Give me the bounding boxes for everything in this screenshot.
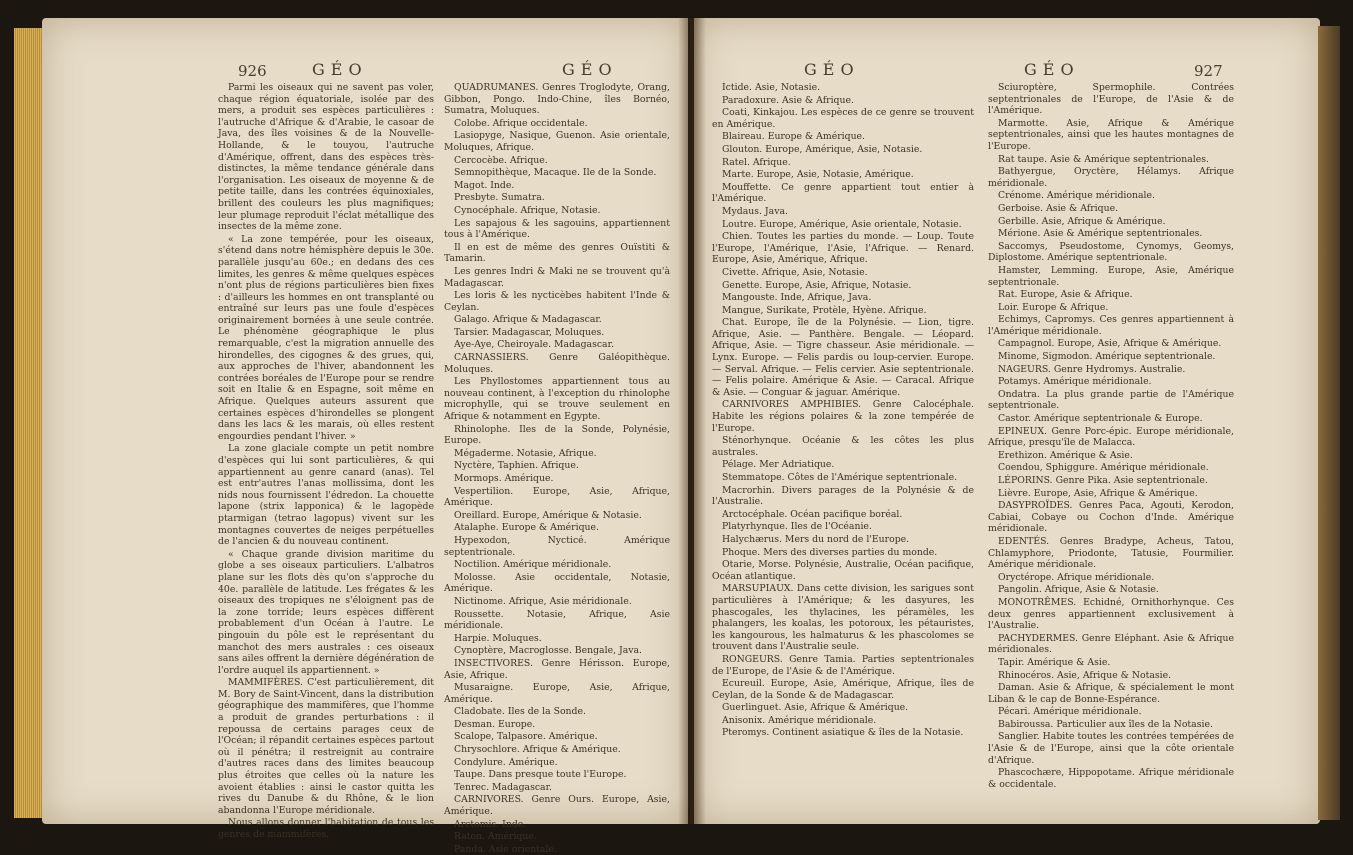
text-paragraph: Arctocéphale. Océan pacifique boréal.	[722, 508, 903, 520]
text-paragraph: Magot. Inde.	[454, 179, 515, 191]
text-paragraph: CARNIVORES AMPHIBIES. Genre Calocéphale. Habite les régions polaires & la zone tempérée de l'Europe.	[712, 399, 974, 434]
text-paragraph: Tapir. Amérique & Asie.	[998, 656, 1111, 668]
text-paragraph: Tarsier. Madagascar, Moluques.	[454, 326, 605, 338]
running-head-right-1: GÉO	[804, 60, 860, 79]
text-paragraph: Sanglier. Habite toutes les contrées tempérées de l'Asie & de l'Europe, ainsi que la côte orientale d'Afrique.	[988, 731, 1234, 766]
page-edges-right	[1318, 26, 1340, 820]
page-number-right: 927	[1194, 62, 1223, 80]
text-paragraph: Les genres Indri & Maki ne se trouvent qu'à Madagascar.	[444, 265, 670, 289]
book-spread	[14, 18, 1342, 855]
text-paragraph: Coendou, Sphiggure. Amérique méridionale.	[998, 462, 1209, 474]
text-paragraph: Chat. Europe, île de la Polynésie. — Lion, tigre. Afrique, Asie. — Panthère. Bengale. — Léopard. Afrique, Asie. — Tigre chasseur. Asie méridionale. — Lynx. Europe. — Felis pardis ou loup-cervier. Europe. — Serval. Afrique. — Felis cervier. Asie septentrionale. — Felis polaire. Amérique & Asie. — Caracal. Afrique & Asie. — Conguar & jaguar. Amérique.	[712, 317, 974, 398]
text-paragraph: Saccomys, Pseudostome, Cynomys, Geomys, Diplostome. Amérique septentrionale.	[988, 240, 1234, 264]
text-paragraph: Ictide. Asie, Notasie.	[722, 82, 821, 93]
text-paragraph: Oryctérope. Afrique méridionale.	[998, 571, 1155, 583]
right-page	[694, 18, 1320, 824]
text-paragraph: Mangouste. Inde, Afrique, Java.	[722, 292, 872, 304]
text-paragraph: Mangue, Surikate, Protèle, Hyène. Afrique.	[722, 304, 927, 316]
text-paragraph: Cladobate. Iles de la Sonde.	[454, 706, 586, 718]
text-paragraph: DASYPROÏDES. Genres Paca, Agouti, Kerodon, Cabiai, Cobaye ou Cochon d'Inde. Amérique méridionale.	[988, 500, 1234, 535]
text-paragraph: Ratel. Afrique.	[722, 156, 791, 168]
text-paragraph: Nous allons donner l'habitation de tous les genres de mammifères.	[218, 817, 434, 840]
text-paragraph: Harpie. Moluques.	[454, 632, 542, 644]
text-paragraph: Rhinolophe. Iles de la Sonde, Polynésie, Europe.	[444, 423, 670, 447]
text-paragraph: Pécari. Amérique méridionale.	[998, 706, 1142, 718]
running-head-right-2: GÉO	[1024, 60, 1080, 79]
text-paragraph: Coati, Kinkajou. Les espèces de ce genre se trouvent en Amérique.	[712, 107, 974, 130]
left-column-1	[218, 82, 434, 840]
text-paragraph: EPINEUX. Genre Porc-épic. Europe méridionale, Afrique, presqu'île de Malacca.	[988, 425, 1234, 449]
text-paragraph: Phoque. Mers des diverses parties du monde.	[722, 546, 938, 558]
text-paragraph: Mégaderme. Notasie, Afrique.	[454, 447, 597, 459]
text-paragraph: Chrysochlore. Afrique & Amérique.	[454, 744, 621, 756]
text-paragraph: Rat taupe. Asie & Amérique septentrionales.	[998, 153, 1210, 165]
text-paragraph: Loutre. Europe, Amérique, Asie orientale, Notasie.	[722, 218, 962, 230]
text-paragraph: Cercocèbe. Afrique.	[454, 154, 548, 166]
text-paragraph: Gerboise. Asie & Afrique.	[998, 202, 1119, 214]
text-paragraph: MAMMIFÈRES. C'est particulièrement, dit M. Bory de Saint-Vincent, dans la distribution géographique des mammifères, que l'homme a produit de grandes perturbations : il repoussa de certains parages ceux de l'Océan; il répandit certaines espèces partout où il pénétra; il restreignit au contraire d'autres races dans des limites beaucoup plus étroites que celles où la nature les avoient établies : ainsi le castor quitta les rives du Danube & du Rhône, & le lion abandonna l'Europe méridionale.	[218, 677, 434, 816]
right-column-1	[712, 82, 974, 817]
text-paragraph: Oreillard. Europe, Amérique & Notasie.	[454, 509, 642, 521]
text-paragraph: Rat. Europe, Asie & Afrique.	[998, 289, 1133, 301]
text-paragraph: Il en est de même des genres Ouïstiti & Tamarin.	[444, 241, 670, 265]
text-paragraph: Ecureuil. Europe, Asie, Amérique, Afrique, îles de Ceylan, de la Sonde & de Madagascar.	[712, 678, 974, 701]
text-paragraph: Gerbille. Asie, Afrique & Amérique.	[998, 215, 1166, 227]
text-paragraph: Cynocéphale. Afrique, Notasie.	[454, 204, 601, 216]
text-paragraph: Daman. Asie & Afrique, & spécialement le mont Liban & le cap de Bonne-Espérance.	[988, 682, 1234, 705]
text-paragraph: Les loris & les nycticèbes habitent l'Inde & Ceylan.	[444, 290, 670, 313]
text-paragraph: Atalaphe. Europe & Amérique.	[454, 522, 599, 534]
text-paragraph: Otarie, Morse. Polynésie, Australie, Océan pacifique, Océan atlantique.	[712, 559, 974, 582]
text-paragraph: NAGEURS. Genre Hydromys. Australie.	[998, 363, 1186, 375]
text-paragraph: Echimys, Capromys. Ces genres appartiennent à l'Amérique méridionale.	[988, 314, 1234, 337]
text-paragraph: Minome, Sigmodon. Amérique septentrionale.	[998, 351, 1216, 363]
text-paragraph: Anisonix. Amérique méridionale.	[722, 714, 877, 726]
text-paragraph: « Chaque grande division maritime du globe a ses oiseaux particuliers. L'albatros plane sur les flots dès qu'on s'approche du 40e. parallèle de latitude. Les frégates & les oiseaux des tropiques ne s'éloignent pas de la zone torride; leurs espèces diffèrent probablement d'un Océan à l'autre. Le pingouin du pôle est le représentant du manchot des mers australes : ces oiseaux sans ailes offrent la dernière dégénération de l'ordre auquel ils appartiennent. »	[218, 548, 434, 676]
text-paragraph: CARNASSIERS. Genre Galéopithèque. Moluques.	[444, 352, 670, 375]
text-paragraph: Panda. Asie orientale.	[454, 843, 557, 855]
text-paragraph: Genette. Europe, Asie, Afrique, Notasie.	[722, 279, 912, 291]
text-paragraph: INSECTIVORES. Genre Hérisson. Europe, Asie, Afrique.	[444, 657, 670, 681]
text-paragraph: Pélage. Mer Adriatique.	[722, 459, 835, 471]
text-paragraph: Sténorhynque. Océanie & les côtes les plus australes.	[712, 435, 974, 458]
text-paragraph: Condylure. Amérique.	[454, 756, 558, 768]
text-paragraph: Tenrec. Madagascar.	[454, 781, 552, 793]
text-paragraph: Parmi les oiseaux qui ne savent pas voler, chaque région équatoriale, isolée par des mers, a produit ses espèces particulières : l'autruche d'Afrique & d'Arabie, le casoar de Java, des îles voisines & de la Nouvelle-Hollande, & le touyou, l'autruche d'Amérique, offrent, dans des espèces très-distinctes, la même tendance générale dans l'organisation. Les oiseaux de moyenne & de petite taille, dans les contrées équinoxiales, brillent des couleurs les plus magnifiques; leur plumage reproduit l'éclat métallique des insectes de la même zone.	[218, 82, 434, 233]
text-paragraph: Civette. Afrique, Asie, Notasie.	[722, 266, 868, 278]
text-paragraph: Macrorhin. Divers parages de la Polynésie & de l'Australie.	[712, 484, 974, 508]
text-paragraph: Nyctère, Taphien. Afrique.	[454, 460, 579, 472]
text-paragraph: Stemmatope. Côtes de l'Amérique septentrionale.	[722, 472, 958, 483]
text-paragraph: Raton. Amérique.	[454, 831, 537, 843]
text-paragraph: Taupe. Dans presque toute l'Europe.	[454, 769, 627, 781]
right-column-2	[988, 82, 1234, 817]
page-edges-left	[14, 28, 44, 818]
text-paragraph: Noctilion. Amérique méridionale.	[454, 559, 612, 571]
text-paragraph: Bathyergue, Oryctère, Hélamys. Afrique méridionale.	[988, 166, 1234, 189]
text-paragraph: Halychærus. Mers du nord de l'Europe.	[722, 533, 910, 545]
text-paragraph: Pteromys. Continent asiatique & îles de la Notasie.	[722, 727, 964, 739]
text-paragraph: QUADRUMANES. Genres Troglodyte, Orang, Gibbon, Pongo. Indo-Chine, îles Bornéo, Sumatra, Moluques.	[444, 82, 670, 117]
text-paragraph: LÉPORINS. Genre Pika. Asie septentrionale.	[998, 475, 1208, 486]
text-paragraph: CARNIVORES. Genre Ours. Europe, Asie, Amérique.	[444, 794, 670, 818]
text-paragraph: La zone glaciale compte un petit nombre d'espèces qui lui sont particulières, & qui appartiennent au genre canard (anas). Tel est entr'autres l'anas mollissima, dont les nids nous fournissent l'édredon. La chouette lapone (strix lapponica) & le lagopède ptarmigan (tetrao lagopus) vivent sur les montagnes couvertes de neiges perpétuelles de l'ancien & du nouveau continent.	[218, 443, 434, 548]
text-paragraph: Loir. Europe & Afrique.	[998, 301, 1109, 313]
left-column-2	[444, 82, 670, 855]
text-paragraph: Phascochære, Hippopotame. Afrique méridionale & occidentale.	[988, 767, 1234, 790]
text-paragraph: Sciuroptère, Spermophile. Contrées septentrionales de l'Europe, de l'Asie & de l'Amérique.	[988, 82, 1234, 117]
text-paragraph: Vespertilion. Europe, Asie, Afrique, Amérique.	[444, 485, 670, 509]
text-paragraph: Marte. Europe, Asie, Notasie, Amérique.	[722, 169, 914, 181]
text-paragraph: Mérione. Asie & Amérique septentrionales.	[998, 228, 1203, 240]
text-paragraph: Les sapajous & les sagouins, appartiennent tous à l'Amérique.	[444, 217, 670, 241]
text-paragraph: Cynoptère, Macroglosse. Bengale, Java.	[454, 645, 643, 657]
text-paragraph: MARSUPIAUX. Dans cette division, les sarigues sont particulières à l'Amérique; & les dasyures, les phascogales, les thylacines, les péramèles, les phalangers, les koalas, les potoroux, les pétauristes, les kangourous, les halmaturus & les phascolomes se trouvent dans l'Australie seule.	[712, 583, 974, 653]
text-paragraph: Scalope, Talpasore. Amérique.	[454, 731, 598, 743]
left-page	[42, 18, 688, 855]
text-paragraph: Platyrhynque. Iles de l'Océanie.	[722, 521, 872, 533]
text-paragraph: Aye-Aye, Cheiroyale. Madagascar.	[454, 339, 614, 351]
page-number-left: 926	[238, 62, 267, 80]
text-paragraph: Les Phyllostomes appartiennent tous au nouveau continent, à l'exception du rhinolophe microphylle, qui se trouve seulement en Afrique & notamment en Egypte.	[444, 376, 670, 423]
text-paragraph: Hypexodon, Nycticé. Amérique septentrionale.	[444, 534, 670, 558]
text-paragraph: Marmotte. Asie, Afrique & Amérique septentrionales, ainsi que les hautes montagnes de l'Europe.	[988, 117, 1234, 152]
text-paragraph: Paradoxure. Asie & Afrique.	[722, 94, 854, 106]
text-paragraph: Colobe. Afrique occidentale.	[454, 117, 588, 129]
running-head-left-2: GÉO	[562, 60, 618, 79]
text-paragraph: Campagnol. Europe, Asie, Afrique & Amérique.	[998, 338, 1222, 350]
text-paragraph: Galago. Afrique & Madagascar.	[454, 314, 602, 326]
text-paragraph: Chien. Toutes les parties du monde. — Loup. Toute l'Europe, l'Amérique, l'Asie, l'Afrique. — Renard. Europe, Asie, Amérique, Afrique.	[712, 231, 974, 266]
text-paragraph: Blaireau. Europe & Amérique.	[722, 131, 866, 143]
text-paragraph: Musaraigne. Europe, Asie, Afrique, Amérique.	[444, 682, 670, 705]
text-paragraph: Erethizon. Amérique & Asie.	[998, 449, 1133, 461]
text-paragraph: Arctomis. Inde.	[454, 818, 527, 830]
text-paragraph: Desman. Europe.	[454, 718, 536, 730]
text-paragraph: Castor. Amérique septentrionale & Europe.	[998, 413, 1203, 425]
text-paragraph: « La zone tempérée, pour les oiseaux, s'étend dans notre hémisphère depuis le 30e. parallèle jusqu'au 60e.; en dedans des ces limites, les genres & même quelques espèces n'ont plus de régions particulières bien fixes : d'ailleurs les hommes en ont transplanté ou entraîné sur leurs pas une foule d'espèces originairement bornées à une seule contrée. Le phénomène géographique le plus remarquable, c'est la migration annuelle des hirondelles, des cigognes & des grues, qui, aux approches de l'hiver, abandonnent les contrées boréales de l'Europe pour se rendre soit en Italie & en Espagne, soit même en Afrique. Quelques auteurs assurent que certaines espèces d'hirondelles se plongent dans les lacs & les marais, où elles restent engourdies pendant l'hiver. »	[218, 233, 434, 442]
text-paragraph: Nictinome. Afrique, Asie méridionale.	[454, 595, 632, 607]
text-paragraph: Mouffette. Ce genre appartient tout entier à l'Amérique.	[712, 181, 974, 205]
text-paragraph: Mormops. Amérique.	[454, 473, 554, 484]
text-paragraph: Roussette. Notasie, Afrique, Asie méridionale.	[444, 608, 670, 632]
text-paragraph: MONOTRÊMES. Echidné, Ornithorhynque. Ces deux genres appartiennent exclusivement à l'Australie.	[988, 596, 1234, 632]
text-paragraph: Lasiopyge, Nasique, Guenon. Asie orientale, Moluques, Afrique.	[444, 130, 670, 153]
text-paragraph: Babiroussa. Particulier aux îles de la Notasie.	[998, 718, 1213, 730]
text-paragraph: Glouton. Europe, Amérique, Asie, Notasie.	[722, 143, 923, 155]
text-paragraph: PACHYDERMES. Genre Eléphant. Asie & Afrique méridionales.	[988, 632, 1234, 656]
text-paragraph: Rhinocéros. Asie, Afrique & Notasie.	[998, 669, 1172, 681]
text-paragraph: Presbyte. Sumatra.	[454, 192, 545, 204]
text-paragraph: Guerlinguet. Asie, Afrique & Amérique.	[722, 702, 909, 714]
text-paragraph: Lièvre. Europe, Asie, Afrique & Amérique.	[998, 487, 1198, 499]
text-paragraph: EDENTÉS. Genres Bradype, Acheus, Tatou, Chlamyphore, Priodonte, Tatusie, Fourmilier. Amérique méridionale.	[988, 535, 1234, 571]
text-paragraph: Crénome. Amérique méridionale.	[998, 190, 1155, 202]
text-paragraph: Pangolin. Afrique, Asie & Notasie.	[998, 584, 1159, 596]
running-head-left-1: GÉO	[312, 60, 368, 79]
text-paragraph: Potamys. Amérique méridionale.	[998, 376, 1152, 388]
text-paragraph: RONGEURS. Genre Tamia. Parties septentrionales de l'Europe, de l'Asie & de l'Amérique.	[712, 653, 974, 677]
text-paragraph: Hamster, Lemming. Europe, Asie, Amérique septentrionale.	[988, 264, 1234, 288]
text-paragraph: Semnopithèque, Macaque. Ile de la Sonde.	[454, 167, 657, 179]
text-paragraph: Mydaus. Java.	[722, 205, 788, 217]
text-paragraph: Ondatra. La plus grande partie de l'Amérique septentrionale.	[988, 388, 1234, 412]
text-paragraph: Molosse. Asie occidentale, Notasie, Amérique.	[444, 571, 670, 595]
book-gutter	[678, 18, 706, 824]
